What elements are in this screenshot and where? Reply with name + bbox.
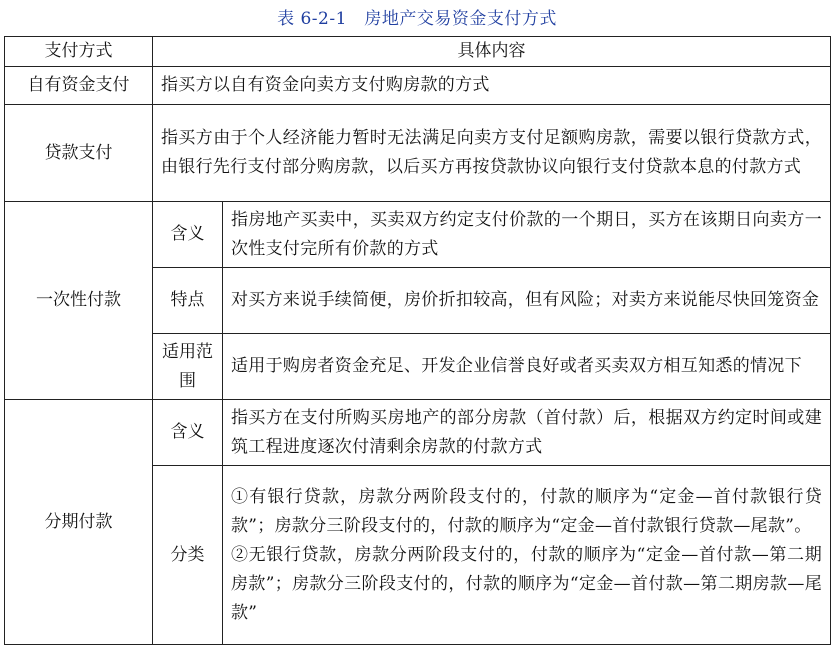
table-row xyxy=(5,105,831,202)
method-self-funded: 自有资金支付 xyxy=(5,67,153,105)
installment-meaning: 指买方在支付所购买房地产的部分房款（首付款）后，根据双方约定时间或建筑工程进度逐次付清剩余房款的付款方式 xyxy=(223,400,831,466)
installment-meaning-label: 含义 xyxy=(153,400,223,466)
content-self-funded: 指买方以自有资金向卖方支付购房款的方式 xyxy=(153,67,831,105)
method-lump-sum: 一次性付款 xyxy=(5,202,153,400)
lump-sum-scope-label: 适用范围 xyxy=(153,334,223,400)
table-row xyxy=(5,202,831,268)
header-content: 具体内容 xyxy=(153,37,831,67)
table-row xyxy=(5,400,831,466)
lump-sum-meaning: 指房地产买卖中，买卖双方约定支付价款的一个期日，买方在该期日向卖方一次性支付完所有价款的方式 xyxy=(223,202,831,268)
header-payment-method: 支付方式 xyxy=(5,37,153,67)
installment-class-label: 分类 xyxy=(153,466,223,645)
content-loan: 指买方由于个人经济能力暂时无法满足向卖方支付足额购房款，需要以银行贷款方式，由银行先行支付部分购房款，以后买方再按贷款协议向银行支付贷款本息的付款方式 xyxy=(153,105,831,202)
payment-methods-table xyxy=(4,36,831,645)
installment-class-item-1: ①有银行贷款，房款分两阶段支付的，付款的顺序为“定金—首付款银行贷款”；房款分三阶段支付的，付款的顺序为“定金—首付款银行贷款—尾款”。 xyxy=(231,486,822,536)
table-header-row xyxy=(5,37,831,67)
lump-sum-scope: 适用于购房者资金充足、开发企业信誉良好或者买卖双方相互知悉的情况下 xyxy=(223,334,831,400)
installment-class-item-2: ②无银行贷款，房款分两阶段支付的，付款的顺序为“定金—首付款—第二期房款”；房款分三阶段支付的，付款的顺序为“定金—首付款—第二期房款—尾款” xyxy=(231,544,822,623)
lump-sum-feature-label: 特点 xyxy=(153,268,223,334)
table-row xyxy=(5,67,831,105)
table-caption: 表 6-2-1 房地产交易资金支付方式 xyxy=(277,9,557,29)
lump-sum-meaning-label: 含义 xyxy=(153,202,223,268)
lump-sum-feature: 对买方来说手续简便，房价折扣较高，但有风险；对卖方来说能尽快回笼资金 xyxy=(223,268,831,334)
method-loan: 贷款支付 xyxy=(5,105,153,202)
installment-class xyxy=(223,466,831,645)
method-installment: 分期付款 xyxy=(5,400,153,645)
